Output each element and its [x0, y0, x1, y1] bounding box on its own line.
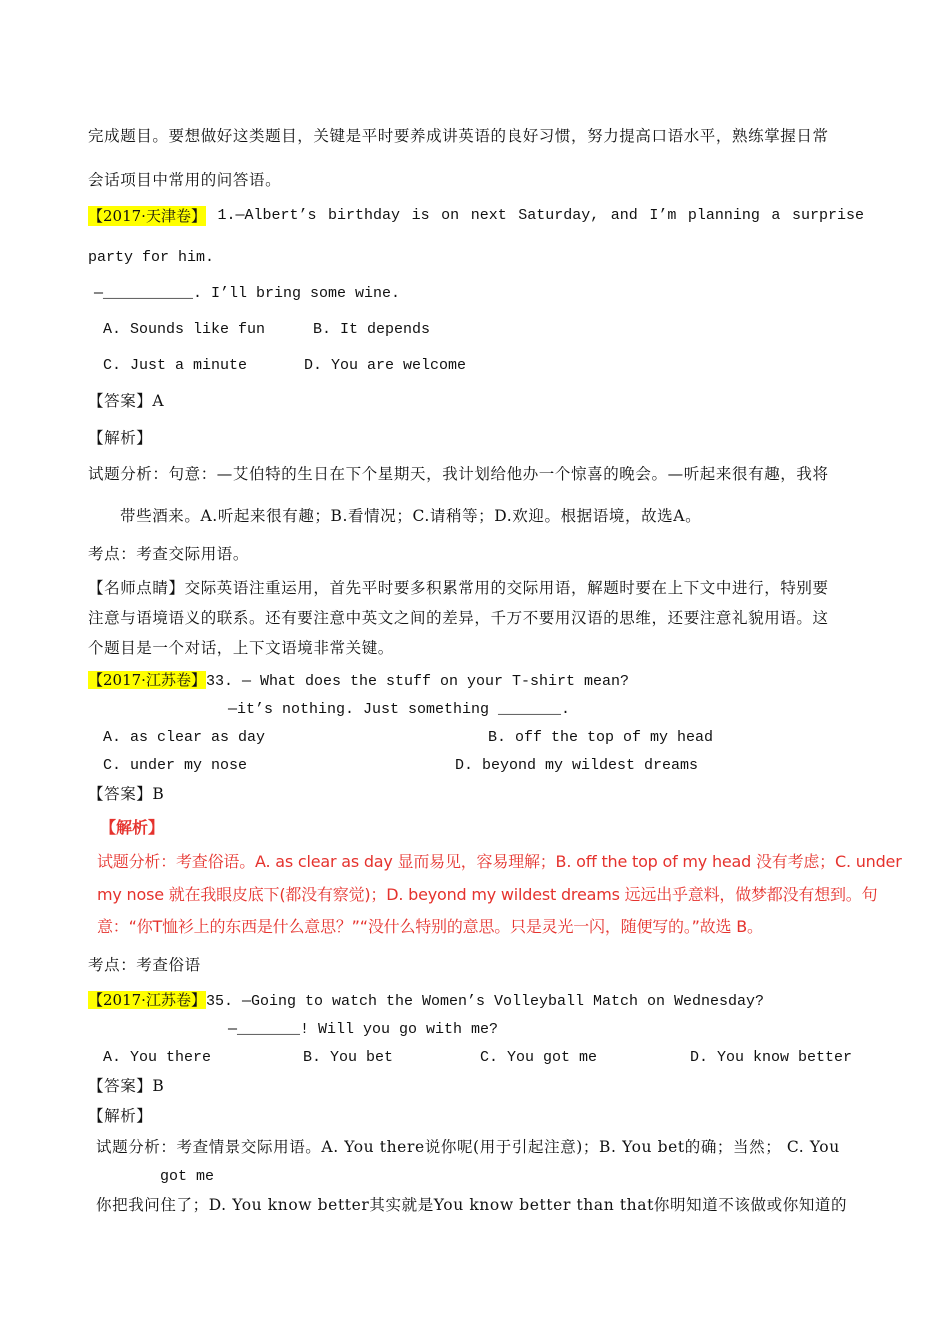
q1-source-tag: 【2017·天津卷】 [88, 207, 206, 225]
q1-answer: 【答案】A [88, 392, 165, 410]
q35-stem: 35. —Going to watch the Women’s Volleyball Match on Wednesday? [205, 993, 765, 1010]
intro-line-1: 完成题目。要想做好这类题目，关键是平时要养成讲英语的良好习惯，努力提高口语水平，熟练掌握日常 [88, 127, 829, 145]
q33-analysis-label: 【解析】 [100, 818, 165, 837]
q35-reply: —_______! Will you go with me? [228, 1021, 499, 1038]
q1-analysis-line-1: 试题分析：句意：—艾伯特的生日在下个星期天，我计划给他办一个惊喜的晚会。—听起来很有趣，我将 [88, 465, 829, 483]
q35-stem-line [88, 990, 764, 1012]
q35-answer: 【答案】B [88, 1077, 165, 1095]
q1-reply: —__________. I’ll bring some wine. [94, 285, 401, 302]
q1-option-d: D. You are welcome [304, 357, 467, 374]
q1-option-a: A. Sounds like fun [103, 321, 266, 338]
q33-stem-line [88, 670, 629, 692]
q35-analysis-line-2: got me [160, 1168, 215, 1185]
q1-option-b: B. It depends [313, 321, 431, 338]
q1-analysis-label: 【解析】 [88, 429, 153, 447]
q1-point: 考点：考查交际用语。 [88, 545, 250, 563]
q1-stem-line-1 [88, 206, 864, 226]
q1-stem-word: birthday [328, 207, 401, 224]
q1-stem-word: is [411, 207, 430, 224]
q1-stem-word: a [771, 207, 781, 224]
q1-stem-word: surprise [791, 207, 864, 224]
q33-option-b: B. off the top of my head [488, 729, 714, 746]
q35-option-a: A. You there [103, 1049, 212, 1066]
q1-analysis-line-2: 带些酒来。A.听起来很有趣；B.看情况；C.请稍等；D.欢迎。根据语境，故选A。 [120, 507, 702, 525]
q35-analysis-line-3: 你把我问住了；D. You know better其实就是You know better than that你明知道不该做或你知道的 [96, 1196, 848, 1214]
q1-tip-line-3: 个题目是一个对话，上下文语境非常关键。 [88, 639, 394, 657]
q1-stem-line-2: party for him. [88, 249, 215, 266]
q1-tip-line-1: 【名师点睛】交际英语注重运用，首先平时要多积累常用的交际用语，解题时要在上下文中进行，特别要 [88, 579, 829, 597]
q35-analysis-line-1: 试题分析：考查情景交际用语。A. You there说你呢(用于引起注意)；B. You bet的确；当然； C. You [96, 1138, 840, 1156]
q33-reply: —it’s nothing. Just something _______. [228, 701, 571, 718]
q1-stem-word: planning [687, 207, 760, 224]
q33-option-a: A. as clear as day [103, 729, 266, 746]
q33-analysis-line-3: 意：“你T恤衫上的东西是什么意思？”“没什么特别的意思。只是灵光一闪，随便写的。”故选 B。 [97, 917, 763, 936]
q35-option-d: D. You know better [690, 1049, 853, 1066]
q1-stem-word: and [610, 207, 638, 224]
q33-point: 考点：考查俗语 [88, 956, 201, 974]
q35-source-tag: 【2017·江苏卷】 [88, 991, 206, 1009]
q1-stem-word: Saturday, [518, 207, 600, 224]
q33-option-c: C. under my nose [103, 757, 248, 774]
q33-option-d: D. beyond my wildest dreams [455, 757, 699, 774]
q35-option-b: B. You bet [303, 1049, 394, 1066]
q1-stem-word: next [470, 207, 507, 224]
q33-analysis-line-1: 试题分析：考查俗语。A. as clear as day 显而易见，容易理解；B. off the top of my head 没有考虑；C. under [97, 852, 902, 871]
q1-stem-word: 1.—Albert’s [217, 207, 317, 224]
intro-line-2: 会话项目中常用的问答语。 [88, 171, 282, 189]
q35-analysis-label: 【解析】 [88, 1107, 153, 1125]
q33-stem: 33. — What does the stuff on your T-shirt mean? [205, 673, 630, 690]
q1-stem-word: I’m [649, 207, 677, 224]
q33-source-tag: 【2017·江苏卷】 [88, 671, 206, 689]
q1-tip-line-2: 注意与语境语义的联系。还有要注意中英文之间的差异，千万不要用汉语的思维，还要注意礼貌用语。这 [88, 609, 829, 627]
q1-option-c: C. Just a minute [103, 357, 248, 374]
q1-stem-word: on [441, 207, 460, 224]
q33-analysis-line-2: my nose 就在我眼皮底下(都没有察觉)；D. beyond my wildest dreams 远远出乎意料，做梦都没有想到。句 [97, 885, 878, 904]
q33-answer: 【答案】B [88, 785, 165, 803]
q35-option-c: C. You got me [480, 1049, 598, 1066]
